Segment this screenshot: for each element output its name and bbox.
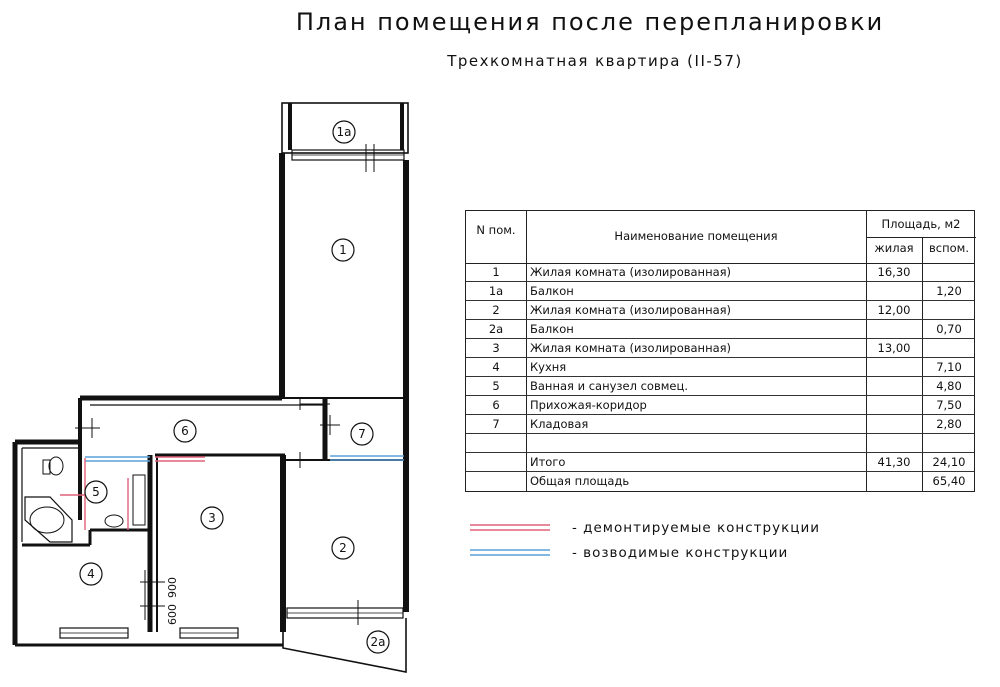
table-row [466,415,974,434]
col-living-header: жилая [874,241,914,255]
cell-living: 41,30 [877,455,911,469]
col-area-header: Площадь, м2 [881,217,961,231]
dimension-600: 600 [166,604,179,625]
table-row [466,282,974,301]
table-row [466,453,974,472]
cell-name: Кладовая [530,417,589,431]
cell-num: 6 [492,398,500,412]
table-row [466,320,974,339]
cell-name: Прихожая-коридор [530,398,647,412]
cell-name: Ванная и санузел совмец. [530,379,688,393]
legend-demolished: - демонтируемые конструкции [572,520,820,536]
room-2-label: 2 [339,541,347,555]
table-row [466,301,974,320]
cell-name: Кухня [530,360,567,374]
table-row [466,396,974,415]
cell-name: Общая площадь [530,474,630,488]
room-3-label: 3 [208,511,216,525]
table-header [466,211,974,264]
cell-num: 2 [492,303,500,317]
cell-name: Жилая комната (изолированная) [530,303,732,317]
cell-living: 16,30 [877,265,911,279]
table-row [466,377,974,396]
room-6-label: 6 [181,424,189,438]
dimension-900: 900 [166,577,179,598]
cell-name: Балкон [530,322,574,336]
room-7-label: 7 [358,427,366,441]
cell-aux: 65,40 [932,474,966,488]
cell-name: Жилая комната (изолированная) [530,265,732,279]
table-row [466,339,974,358]
cell-living: 13,00 [877,341,911,355]
rooms-table [465,210,975,492]
cell-num: 7 [492,417,500,431]
table-row [466,358,974,377]
cell-num: 3 [492,341,500,355]
cell-num: 5 [492,379,500,393]
col-num-header: N пом. [476,223,516,237]
room-2a-label: 2a [370,635,386,649]
cell-aux: 4,80 [936,379,962,393]
cell-living: 12,00 [877,303,911,317]
page-title: План помещения после перепланировки [295,8,885,36]
cell-aux: 7,10 [936,360,962,374]
cell-name: Балкон [530,284,574,298]
cell-name: Итого [530,455,566,469]
cell-aux: 7,50 [936,398,962,412]
col-aux-header: вспом. [929,241,969,255]
room-5-label: 5 [92,485,100,499]
cell-num: 1 [492,265,500,279]
room-1-label: 1 [339,243,347,257]
room-1a-label: 1a [336,125,352,139]
col-name-header: Наименование помещения [614,229,778,243]
cell-aux: 0,70 [936,322,962,336]
cell-aux: 24,10 [932,455,966,469]
cell-aux: 2,80 [936,417,962,431]
cell-num: 1a [488,284,504,298]
table-row [466,263,974,282]
table-row [466,472,974,491]
cell-num: 4 [492,360,500,374]
legend-erected: - возводимые конструкции [572,545,789,561]
cell-num: 2a [488,322,504,336]
cell-aux: 1,20 [936,284,962,298]
page-subtitle: Трехкомнатная квартира (II-57) [447,52,743,70]
table-row [466,434,974,453]
room-4-label: 4 [87,567,95,581]
cell-name: Жилая комната (изолированная) [530,341,732,355]
